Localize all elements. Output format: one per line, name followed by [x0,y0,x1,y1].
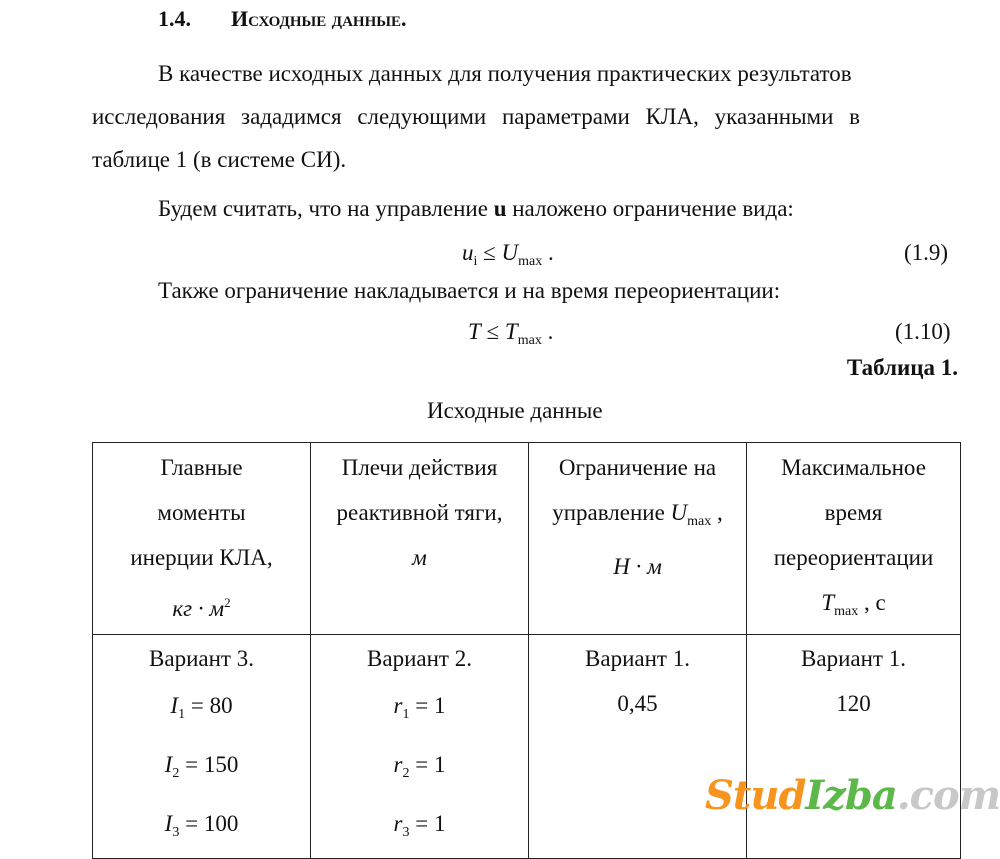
table-caption: Исходные данные [427,398,603,423]
header-cell: Плечи действия реактивной тяги, м [311,443,529,635]
equation-1-10: $T \le T_{max}$ . [468,319,554,348]
equation-1-9: $u_i \le U_{max}$ . [462,240,554,269]
equation-number: (1.10) [895,319,951,344]
paragraph-line: исследования зададимся следующими параметрами КЛА, указанными в [92,104,861,129]
table-cell: Вариант 1. 0,45 [529,635,747,859]
equation-number: (1.9) [904,240,949,265]
table-label: Таблица 1. [846,355,958,380]
table-row [93,635,961,859]
table-cell: Вариант 2. $r_1 = 1$ $r_2 = 1$ $r_3 = 1$ [311,635,529,859]
header-cell: Ограничение на управление $U_{max}$ , Н · м [529,443,747,635]
table-cell: Вариант 1. 120 [747,635,961,859]
paragraph-line: В качестве исходных данных для получения практических результатов [158,61,852,86]
paragraph-line: Будем считать, что на управление u наложено ограничение вида: [158,196,794,221]
header-cell: Главные моменты инерции КЛА, кг · $м^2$ [93,443,311,635]
table-cell: Вариант 3. $I_1 = 80$ $I_2 = 150$ $I_3 = 100$ [93,635,311,859]
paragraph-line: таблице 1 (в системе СИ). [92,147,347,172]
section-heading: 1.4. Исходные данные. [158,6,407,31]
table-header-row [93,443,961,635]
header-cell: Максимальное время переориентации $T_{max}$ , с [747,443,961,635]
paragraph-line: Также ограничение накладывается и на время переориентации: [158,278,781,303]
studizba-watermark-logo: StudIzba.com [705,772,1000,819]
